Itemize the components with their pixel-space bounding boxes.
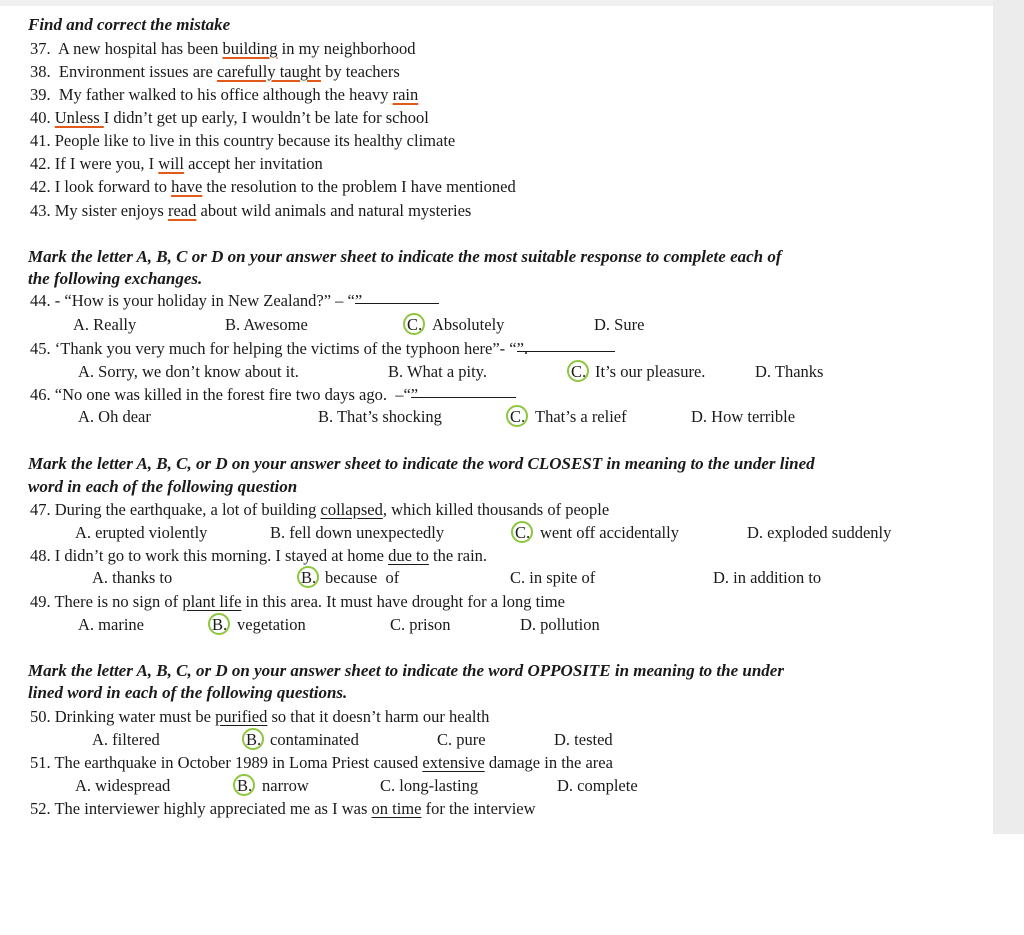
option-b: narrow <box>262 776 309 795</box>
answer-circle <box>233 774 255 796</box>
section-heading-opposite: Mark the letter A, B, C, or D on your answer sheet to indicate the word OPPOSITE in meaning to the under <box>28 661 784 680</box>
option-d: D. pollution <box>520 615 600 634</box>
answer-circle <box>297 566 319 588</box>
option-a: A. widespread <box>75 776 171 795</box>
question-38: 38. Environment issues are carefully taught by teachers <box>30 62 400 81</box>
option-d: D. complete <box>557 776 638 795</box>
question-42b: 42. I look forward to have the resolution to the problem I have mentioned <box>30 177 516 196</box>
options-45 <box>0 360 990 383</box>
underlined-word: on time <box>371 799 422 818</box>
option-d: D. Thanks <box>755 362 824 381</box>
section-heading-find-mistake: Find and correct the mistake <box>28 15 231 34</box>
question-42a: 42. If I were you, I will accept her invitation <box>30 154 323 173</box>
option-b-label: B. <box>212 615 228 634</box>
option-c: C. prison <box>390 615 451 634</box>
question-44: 44. - “How is your holiday in New Zealand?” – “ ” <box>0 289 990 312</box>
option-a: A. filtered <box>92 730 160 749</box>
option-b-label: B. <box>301 568 317 587</box>
option-b: because of <box>325 568 400 587</box>
answer-blank <box>355 289 439 304</box>
underlined-word: plant life <box>182 592 242 611</box>
mistake-underline: rain <box>392 85 419 104</box>
answer-circle <box>242 728 264 750</box>
answer-blank <box>517 337 615 352</box>
mistake-underline: building <box>222 39 278 58</box>
option-c-label: C. <box>571 362 587 381</box>
option-a: A. thanks to <box>92 568 173 587</box>
underlined-word: collapsed <box>320 500 383 519</box>
option-a: A. Oh dear <box>78 407 151 426</box>
mistake-underline: Unless <box>54 108 104 127</box>
underlined-word: due to <box>388 546 429 565</box>
answer-circle <box>208 613 230 635</box>
question-41: 41. People like to live in this country because its healthy climate <box>30 131 456 150</box>
option-b: contaminated <box>270 730 359 749</box>
question-51: 51. The earthquake in October 1989 in Loma Priest caused extensive damage in the area <box>30 753 613 772</box>
options-46 <box>0 405 990 428</box>
question-39: 39. My father walked to his office although the heavy rain <box>30 85 419 104</box>
question-43: 43. My sister enjoys read about wild animals and natural mysteries <box>30 201 472 220</box>
options-44 <box>0 313 990 336</box>
option-b: vegetation <box>237 615 306 634</box>
answer-circle <box>511 521 533 543</box>
option-b-label: B. <box>237 776 253 795</box>
question-52: 52. The interviewer highly appreciated me as I was on time for the interview <box>30 799 536 818</box>
mistake-underline: have <box>171 177 203 196</box>
question-48: 48. I didn’t go to work this morning. I stayed at home due to the rain. <box>30 546 488 565</box>
option-c: C. in spite of <box>510 568 596 587</box>
option-c-label: C. <box>515 523 531 542</box>
section-heading-opposite-2: lined word in each of the following questions. <box>28 683 348 702</box>
option-d: D. Sure <box>594 315 645 334</box>
option-d: D. How terrible <box>691 407 796 426</box>
option-d: D. tested <box>554 730 613 749</box>
options-47 <box>0 521 990 544</box>
options-51 <box>0 774 990 797</box>
option-c: C. long-lasting <box>380 776 479 795</box>
top-margin <box>0 0 993 6</box>
mistake-underline: carefully taught <box>216 62 321 81</box>
option-c-label: C. <box>510 407 526 426</box>
mistake-underline: will <box>158 154 184 173</box>
options-50 <box>0 728 990 751</box>
option-c-label: C. <box>407 315 423 334</box>
option-a: A. Sorry, we don’t know about it. <box>78 362 299 381</box>
underlined-word: purified <box>215 707 268 726</box>
option-a: A. Really <box>73 315 137 334</box>
options-48 <box>0 566 990 589</box>
question-45: 45. ‘Thank you very much for helping the victims of the typhoon here”- “ ”. <box>0 337 990 360</box>
option-b: B. Awesome <box>225 315 308 334</box>
answer-circle <box>403 313 425 335</box>
option-b-label: B. <box>246 730 262 749</box>
section-heading-closest-2: word in each of the following question <box>28 477 298 496</box>
option-b: B. What a pity. <box>388 362 487 381</box>
question-37: 37. A new hospital has been building in my neighborhood <box>30 39 416 58</box>
option-c: C. pure <box>437 730 486 749</box>
option-a: A. erupted violently <box>75 523 208 542</box>
option-a: A. marine <box>78 615 144 634</box>
right-scroll-margin <box>993 0 1024 834</box>
section-heading-closest: Mark the letter A, B, C, or D on your answer sheet to indicate the word CLOSEST in meaning to the under lined <box>28 454 815 473</box>
option-c: went off accidentally <box>540 523 679 542</box>
mistake-underline: read <box>167 201 197 220</box>
answer-circle <box>506 405 528 427</box>
question-49: 49. There is no sign of plant life in this area. It must have drought for a long time <box>30 592 565 611</box>
option-d: D. in addition to <box>713 568 822 587</box>
answer-blank <box>411 383 516 398</box>
question-40: 40. Unless I didn’t get up early, I wouldn’t be late for school <box>30 108 429 127</box>
option-b: B. fell down unexpectedly <box>270 523 445 542</box>
question-46: 46. “No one was killed in the forest fire two days ago. –“ ” <box>0 383 990 406</box>
answer-circle <box>567 360 589 382</box>
option-c: Absolutely <box>432 315 505 334</box>
section-heading-response-2: the following exchanges. <box>28 269 203 288</box>
option-c: It’s our pleasure. <box>595 362 706 381</box>
option-c: That’s a relief <box>535 407 627 426</box>
options-49 <box>0 613 990 636</box>
underlined-word: extensive <box>422 753 485 772</box>
option-d: D. exploded suddenly <box>747 523 892 542</box>
option-b: B. That’s shocking <box>318 407 442 426</box>
question-47: 47. During the earthquake, a lot of building collapsed, which killed thousands of people <box>30 500 610 519</box>
section-heading-response: Mark the letter A, B, C or D on your answer sheet to indicate the most suitable response to complete each of <box>28 247 782 266</box>
question-50: 50. Drinking water must be purified so that it doesn’t harm our health <box>30 707 490 726</box>
